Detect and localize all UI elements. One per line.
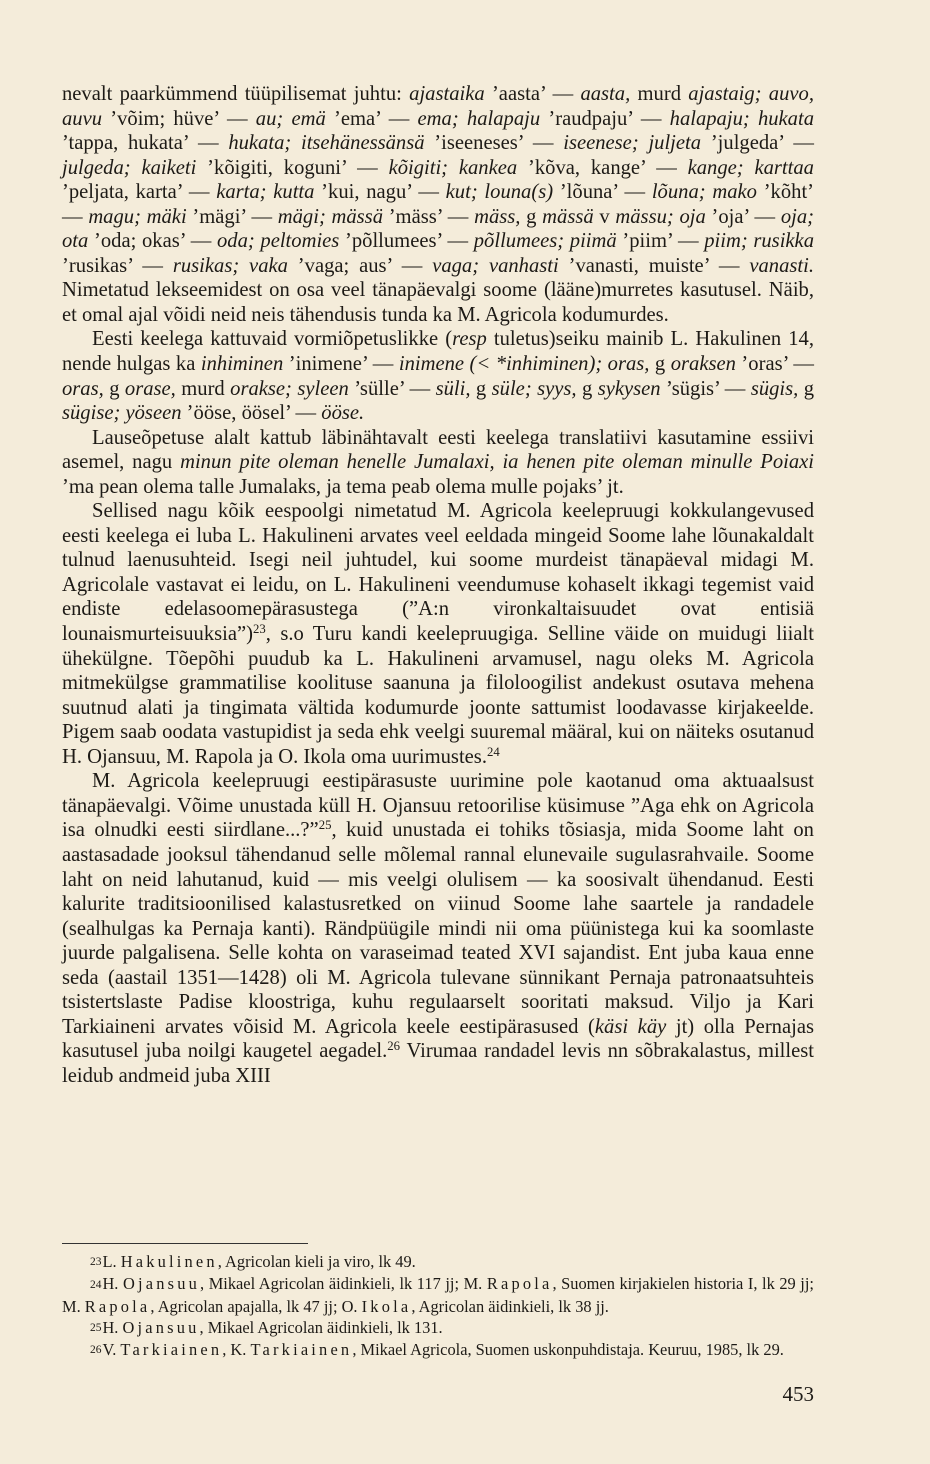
footnote-separator xyxy=(62,1243,308,1244)
footnote-23: 23L. Hakulinen, Agricolan kieli ja viro, lk 49. xyxy=(90,1252,416,1271)
paragraph-5: M. Agricola keelepruugi eestipärasuste uurimine pole kaotanud oma aktuaalsust tänapäevalgi. Võime unustada küll H. Ojansuu retoorilise küsimuse ”Aga ehk on Agricola isa olnudki eesti siirdlane...?”$^{25}$, kuid unustada ei tohiks tõsiasja, mida Soome laht on aastasadade jooksul tähendanud selle mõlemal rannal elunevaile sugulasrahvaile. Soome laht on neid lahutanud, kuid — mis veelgi olulisem — ka soosivalt ühendanud. Eesti kalurite traditsioonilised kalastusretked on viinud Soome lahe saartele ja randadele (sealhulgas ka Pernaja kanti). Rändpüügile mindi nii oma püünistega kui ka soomlaste juurde palgalisena. Selle kohta on varaseimad teated XVI sajandist. Ent juba kaua enne seda (aastail 1351—1428) oli M. Agricola tulevane sünnikant Pernaja patronaatsuhteis tsistertslaste Padise kloostriga, kuhu regulaarselt sooritati maksud. Viljo ja Kari Tarkiaineni arvates võisid M. Agricola keele eestipärasused (käsi käy jt) olla Pernajas kasutusel juba noilgi kaugetel aegadel.$^{26}$ Virumaa randadel levis nn sõbrakalastus, millest leidub andmeid juba XIII xyxy=(62,770,814,1087)
footnote-24: 24H. Ojansuu, Mikael Agricolan äidinkieli, lk 117 jj; M. Rapola, Suomen kirjakielen historia I, lk 29 jj; M. Rapola, Agricolan apajalla, lk 47 jj; O. Ikola, Agricolan äidinkieli, lk 38 jj. xyxy=(62,1274,814,1316)
footnotes xyxy=(62,1251,814,1361)
body-text xyxy=(62,82,814,1088)
footnote-26: 26V. Tarkiainen, K. Tarkiainen, Mikael Agricola, Suomen uskonpuhdistaja. Keuruu, 1985, lk 29. xyxy=(90,1339,784,1359)
footnote-25: 25H. Ojansuu, Mikael Agricolan äidinkieli, lk 131. xyxy=(90,1317,443,1337)
page-number: 453 xyxy=(782,1382,814,1406)
paragraph-4: Sellised nagu kõik eespoolgi nimetatud M. Agricola keelepruugi kokkulangevused eesti keelega ei luba L. Hakulineni arvates veel eeldada mingeid Soome lahe lõunakaldalt tulnud laenusuhteid. Isegi neil juhtudel, kui soome murdeist tänapäeval midagi M. Agricolale vastavat ei leidu, on L. Hakulineni veendumuse kohaselt ikkagi tegemist vaid endiste edelasoomepärasustega (”A:n vironkaltaisuudet ovat entisiä lounaismurteisuuksia”)$^{23}$, s.o Turu kandi keelepruugiga. Selline väide on muidugi liialt ühekülgne. Tõepõhi puudub ka L. Hakulineni arvamusel, nagu oleks M. Agricola mitmekülgse grammatilise koolituse saanuna ja filoloogilist andekust osutava mehena suutnud alati ja tingimata vältida kodumurde joonte sattumist loodavasse kirjakeelde. Pigem saab oodata vastupidist ja seda ehk veelgi suuremal määral, kui on näiteks osutanud H. Ojansuu, M. Rapola ja O. Ikola oma uurimustes.$^{24}$ xyxy=(62,500,814,768)
paragraph-3: Lauseõpetuse alalt kattub läbinähtavalt eesti keelega translatiivi kasutamine essiivi asemel, nagu minun pite oleman henelle Jumalaxi, ia henen pite oleman minulle Poiaxi ’ma pean olema talle Jumalaks, ja tema peab olema mulle pojaks’ jt. xyxy=(62,426,814,498)
paragraph-2: Eesti keelega kattuvaid vormiõpetuslikke (resp tuletus)seiku mainib L. Hakulinen 14, nende hulgas ka inhiminen ’inimene’ — inimene (< *inhiminen); oras, g oraksen ’oras’ — oras, g orase, murd orakse; syleen ’sülle’ — süli, g süle; syys, g sykysen ’sügis’ — sügis, g sügise; yöseen ’ööse, öösel’ — ööse. xyxy=(62,328,815,425)
paragraph-1: nevalt paarkümmend tüüpilisemat juhtu: ajastaika ’aasta’ — aasta, murd ajastaig; auvo, auvu ’võim; hüve’ — au; emä ’ema’ — ema; halapaju ’raudpaju’ — halapaju; hukata ’tappa, hukata’ — hukata; itsehänessänsä ’iseeneses’ — iseenese; juljeta ’julgeda’ — julgeda; kaiketi ’kõigiti, koguni’ — kõigiti; kankea ’kõva, kange’ — kange; karttaa ’peljata, karta’ — karta; kutta ’kui, nagu’ — kut; louna(s) ’lõuna’ — lõuna; mako ’kõht’ — magu; mäki ’mägi’ — mägi; mässä ’mäss’ — mäss, g mässä v mässu; oja ’oja’ — oja; ota ’oda; okas’ — oda; peltomies ’põllumees’ — põllumees; piimä ’piim’ — piim; rusikka ’rusikas’ — rusikas; vaka ’vaga; aus’ — vaga; vanhasti ’vanasti, muiste’ — vanasti. Nimetatud lekseemidest on osa veel tänapäevalgi soome (lääne)murretes kasutusel. Näib, et omal ajal võidi neid neis tähendusis tunda ka M. Agricola kodumurdes. xyxy=(62,83,815,326)
